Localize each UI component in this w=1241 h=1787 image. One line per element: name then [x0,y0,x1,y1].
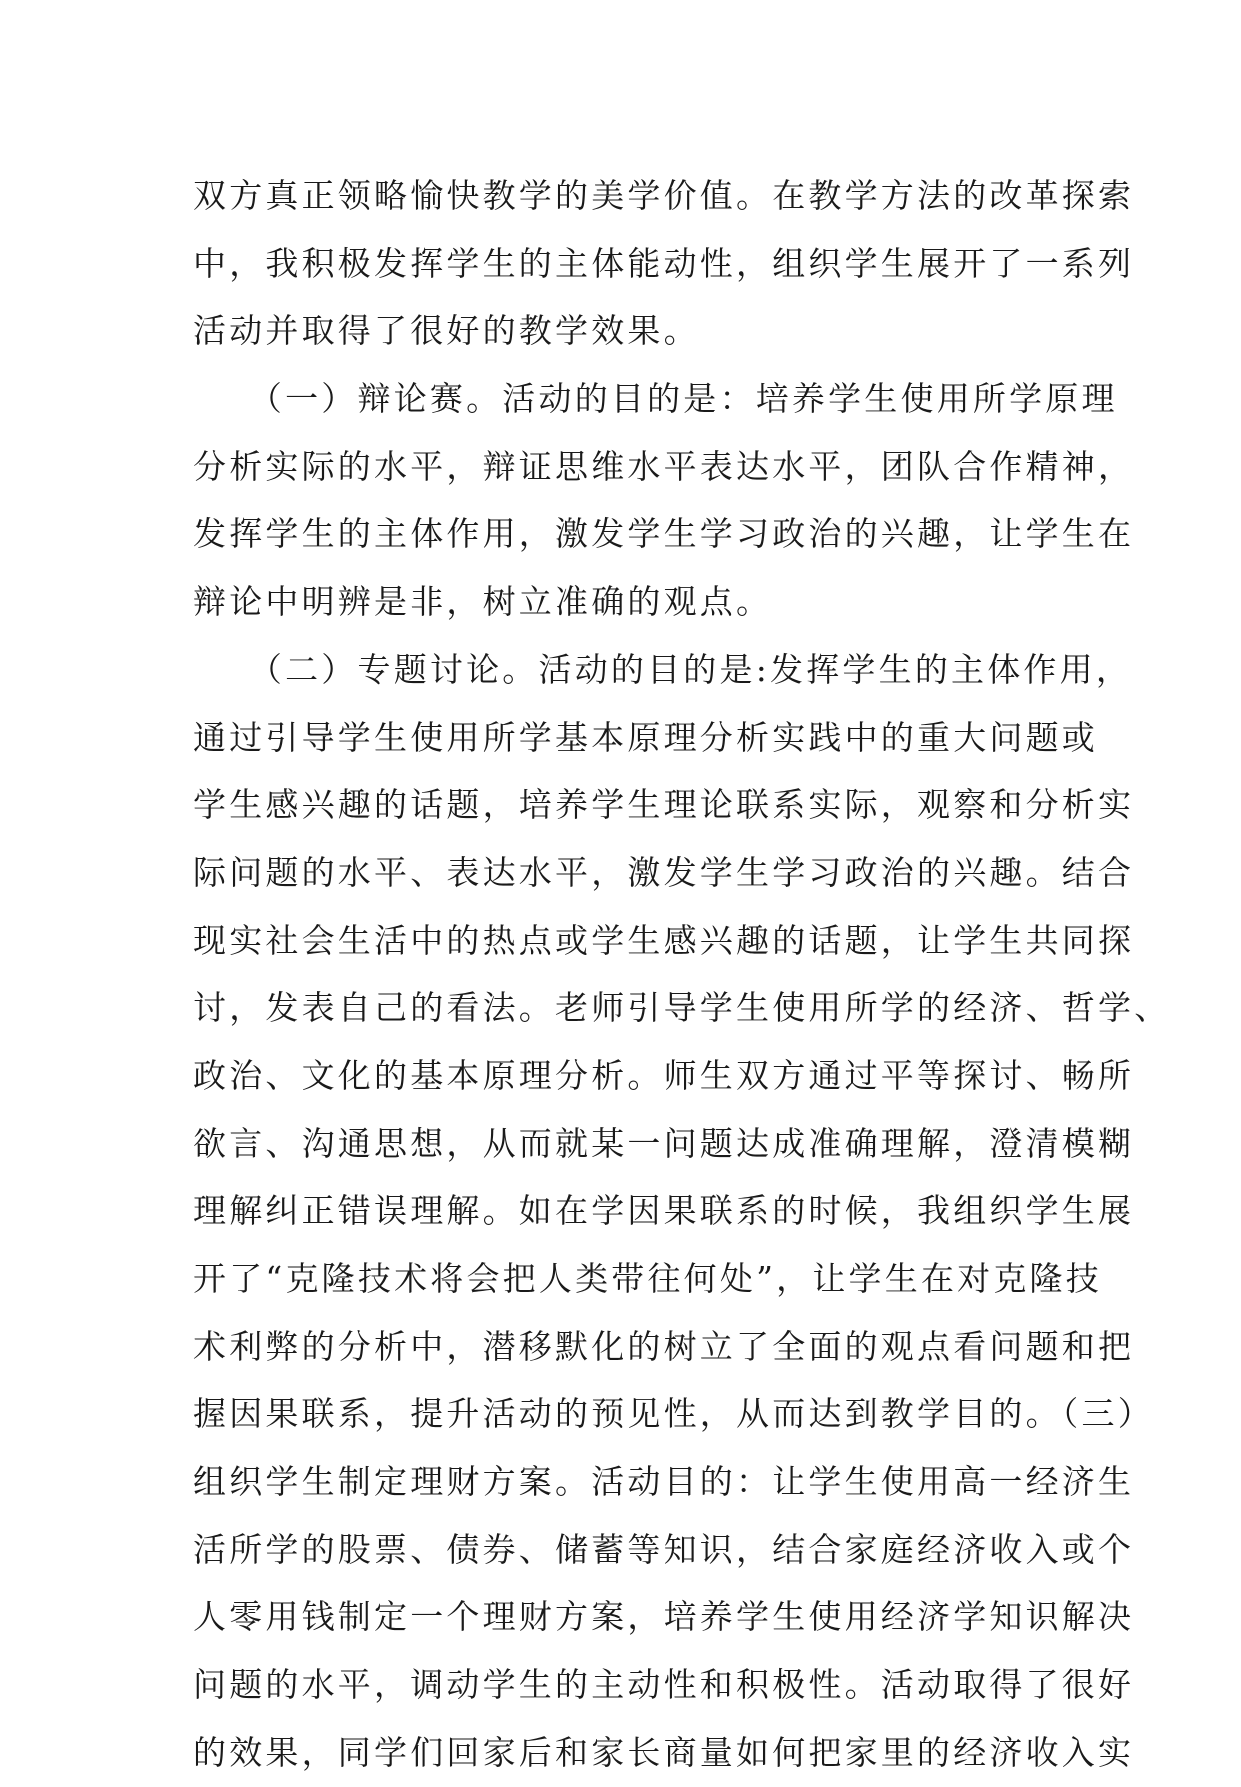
body-text [193,162,1171,1787]
text-line: 发挥学生的主体作用，激发学生学习政治的兴趣，让学生在 [193,514,1135,554]
text-line: 组织学生制定理财方案。活动目的：让学生使用高一经济生 [193,1462,1135,1502]
text-line: 学生感兴趣的话题，培养学生理论联系实际，观察和分析实 [193,785,1135,825]
text-line: 现实社会生活中的热点或学生感兴趣的话题，让学生共同探 [193,920,1135,960]
text-line: 际问题的水平、表达水平，激发学生学习政治的兴趣。结合 [193,852,1135,892]
text-line: 活所学的股票、债券、储蓄等知识，结合家庭经济收入或个 [193,1529,1135,1569]
text-line: 欲言、沟通思想，从而就某一问题达成准确理解，澄清模糊 [193,1123,1135,1163]
text-line: 开了“克隆技术将会把人类带往何处”，让学生在对克隆技 [193,1259,1102,1298]
text-line: （二）专题讨论。活动的目的是:发挥学生的主体作用， [193,649,1133,689]
text-line: 术利弊的分析中，潜移默化的树立了全面的观点看问题和把 [193,1326,1135,1366]
text-line: 政治、文化的基本原理分析。师生双方通过平等探讨、畅所 [193,1055,1135,1095]
text-line: 理解纠正错误理解。如在学因果联系的时候，我组织学生展 [193,1191,1135,1231]
text-line: 辩论中明辨是非，树立准确的观点。 [193,582,773,622]
text-line: 通过引导学生使用所学基本原理分析实践中的重大问题或 [193,717,1098,757]
text-line: 分析实际的水平，辩证思维水平表达水平，团队合作精神， [193,446,1135,486]
text-line: 讨，发表自己的看法。老师引导学生使用所学的经济、哲学、 [193,988,1171,1028]
text-line: 问题的水平，调动学生的主动性和积极性。活动取得了很好 [193,1665,1135,1705]
text-line: 握因果联系，提升活动的预见性，从而达到教学目的。（三） [193,1394,1154,1434]
text-line: （一）辩论赛。活动的目的是：培养学生使用所学原理 [193,379,1118,419]
text-line: 人零用钱制定一个理财方案，培养学生使用经济学知识解决 [193,1597,1135,1637]
text-line: 活动并取得了很好的教学效果。 [193,311,700,351]
text-line: 双方真正领略愉快教学的美学价值。在教学方法的改革探索 [193,176,1135,215]
text-line: 的效果，同学们回家后和家长商量如何把家里的经济收入实 [193,1732,1135,1772]
text-line: 中，我积极发挥学生的主体能动性，组织学生展开了一系列 [193,243,1135,283]
